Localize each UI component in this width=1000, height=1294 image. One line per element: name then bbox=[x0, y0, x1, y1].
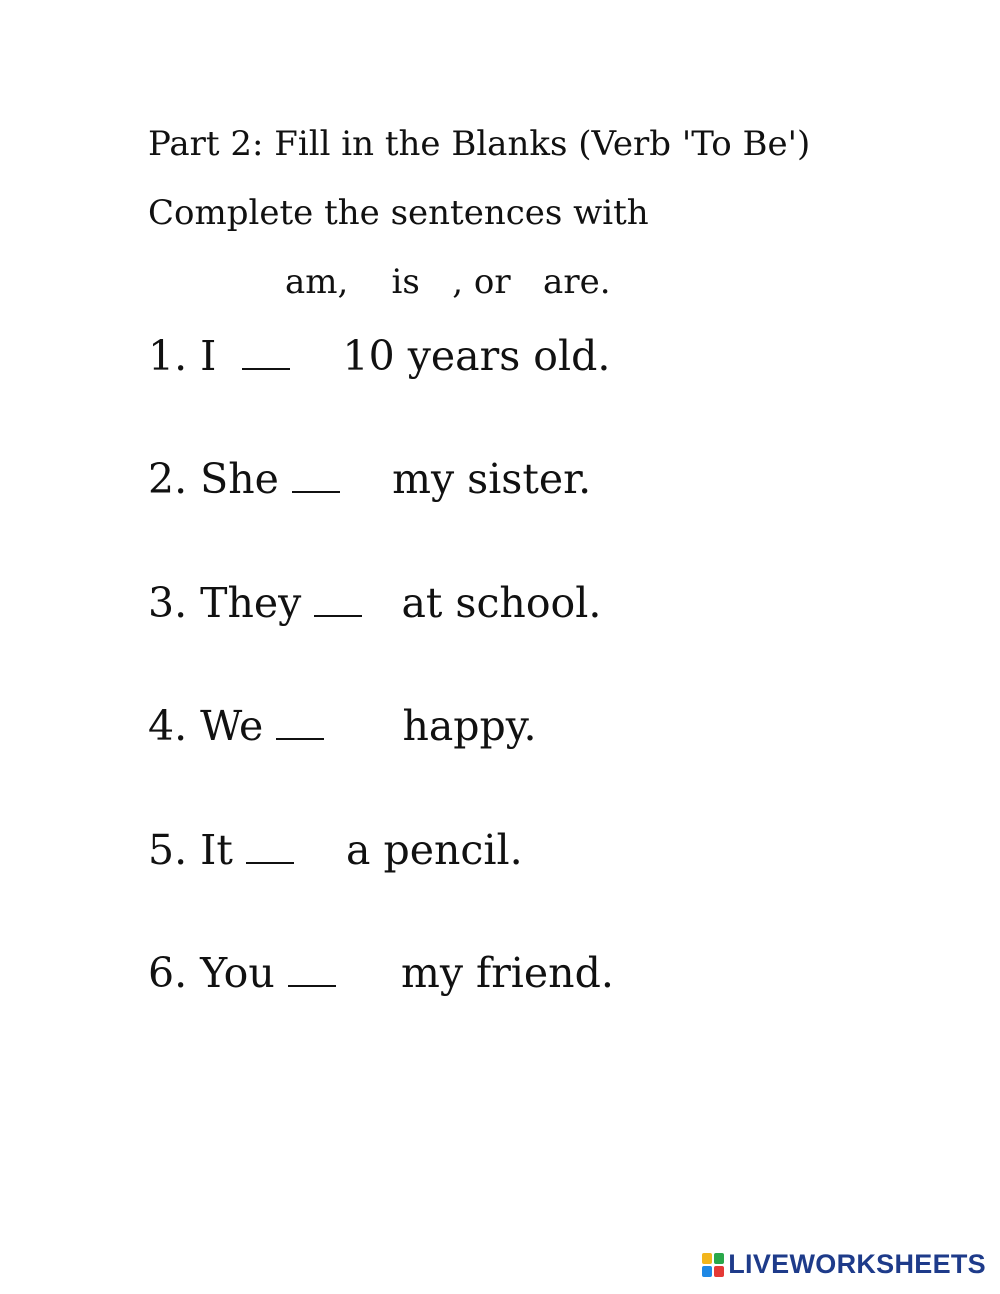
blank-3[interactable] bbox=[314, 585, 362, 617]
sentence-4 bbox=[148, 702, 537, 750]
blank-1[interactable] bbox=[242, 338, 290, 370]
sentence-3-end: at school. bbox=[362, 579, 602, 627]
sentence-2 bbox=[148, 455, 591, 503]
sentence-6 bbox=[148, 949, 614, 997]
brand-name: LIVEWORKSHEETS bbox=[728, 1249, 986, 1279]
liveworksheets-logo-icon bbox=[702, 1253, 724, 1277]
word-options: am, is , or are. bbox=[285, 262, 611, 302]
sentence-3 bbox=[148, 579, 601, 627]
sentence-1 bbox=[148, 332, 610, 380]
sentence-4-end: happy. bbox=[324, 702, 537, 750]
sentence-5-start: 5. It bbox=[148, 826, 246, 874]
blank-5[interactable] bbox=[246, 832, 294, 864]
sentence-2-start: 2. She bbox=[148, 455, 292, 503]
sentence-4-start: 4. We bbox=[148, 702, 277, 750]
sentence-6-start: 6. You bbox=[148, 949, 288, 997]
liveworksheets-brand[interactable] bbox=[702, 1249, 986, 1280]
worksheet-title: Part 2: Fill in the Blanks (Verb 'To Be') bbox=[148, 124, 811, 164]
blank-2[interactable] bbox=[292, 461, 340, 493]
blank-4[interactable] bbox=[276, 708, 324, 740]
sentence-1-end: 10 years old. bbox=[290, 332, 611, 380]
sentence-3-start: 3. They bbox=[148, 579, 315, 627]
sentence-2-end: my sister. bbox=[339, 455, 592, 503]
instruction-text: Complete the sentences with bbox=[148, 193, 649, 233]
sentence-1-start: 1. I bbox=[148, 332, 243, 380]
sentence-5 bbox=[148, 826, 523, 874]
blank-6[interactable] bbox=[288, 955, 336, 987]
sentence-6-end: my friend. bbox=[335, 949, 614, 997]
sentence-5-end: a pencil. bbox=[293, 826, 523, 874]
